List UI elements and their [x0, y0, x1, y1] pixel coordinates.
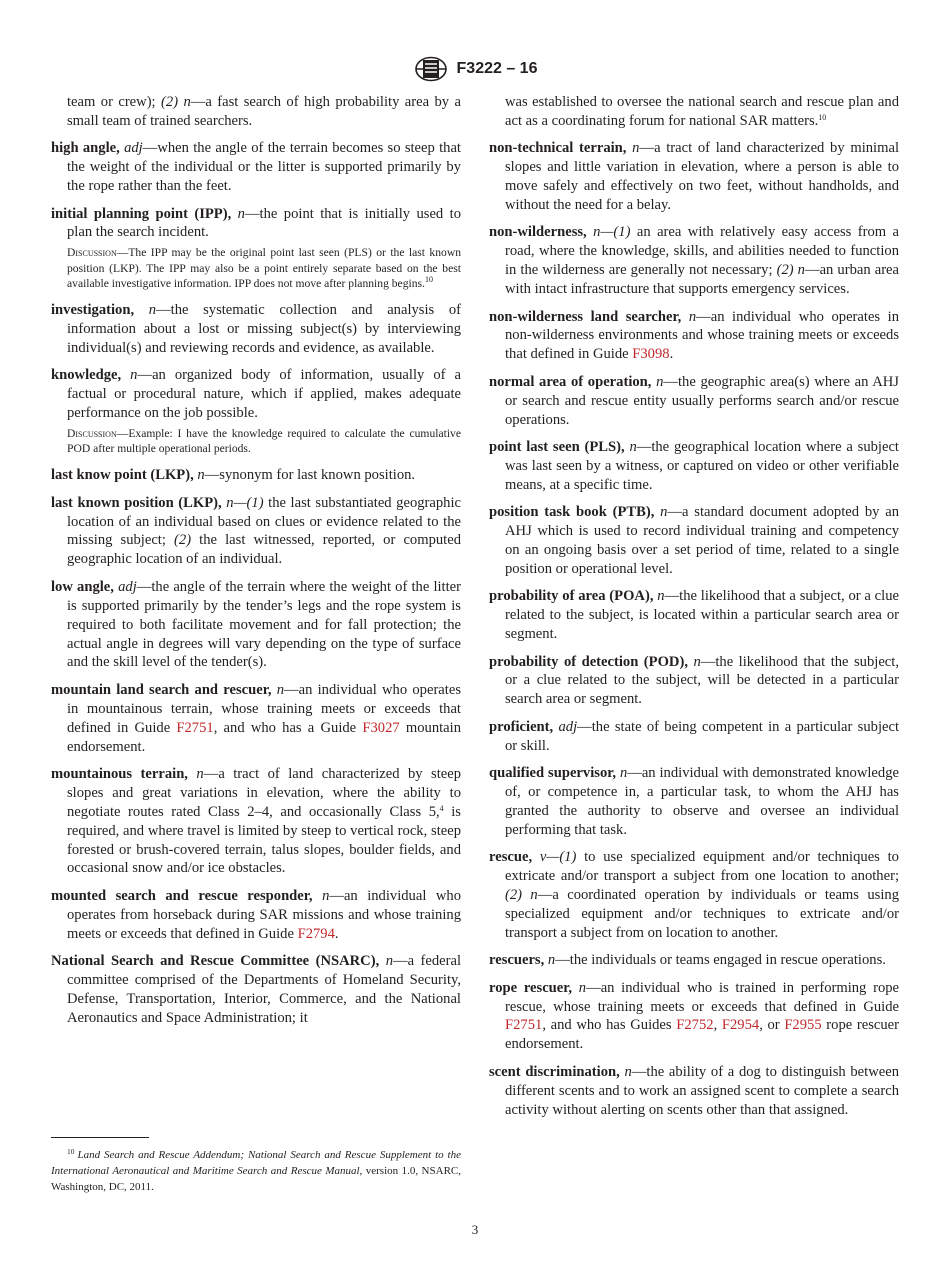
astm-logo-icon: [413, 56, 449, 82]
footnote-ref: 4: [439, 803, 444, 813]
definition-non-wilderness-land-searcher: non-wilderness land searcher, n—an individual who operates in non-wilderness environments and whose training meets or exceeds that defined in Guide F3098.: [489, 308, 900, 363]
reference-link[interactable]: F2954: [721, 1017, 760, 1034]
reference-link[interactable]: F2794: [297, 925, 335, 942]
definition-investigation: investigation, n—the systematic collection and analysis of information about a lost or missing subject(s) by interviewing individual(s) and reviewing records and evidence, as available.: [51, 302, 461, 357]
reference-link[interactable]: F2752: [676, 1017, 714, 1034]
definition-last-know-point: last know point (LKP), n—synonym for last known position.: [51, 467, 416, 484]
footnote-ref: 10: [818, 112, 827, 122]
definition-probability-of-area: probability of area (POA), n—the likelihood that a subject, or a clue related to the subject, is located within a particular search area or segment.: [489, 588, 899, 643]
definition-high-angle: high angle, adj—when the angle of the terrain becomes so steep that the weight of the individual or the litter is supported primarily by the rope rather than the feet.: [51, 140, 461, 195]
discussion-knowledge: Discussion—Example: I have the knowledge required to calculate the cumulative POD after multiple operational periods.: [67, 426, 461, 456]
reference-link[interactable]: F2955: [784, 1017, 822, 1034]
definition-probability-of-detection: probability of detection (POD), n—the likelihood that the subject, or a clue related to the subject, will be detected in a particular search area or segment.: [489, 653, 899, 708]
definition-ipp: initial planning point (IPP), n—the point that is initially used to plan the search incident.: [51, 205, 461, 241]
footnote-divider: [51, 1137, 149, 1138]
definition-position-task-book: position task book (PTB), n—a standard document adopted by an AHJ which is used to record individual training and competency on an ongoing basis over a set period of time, related to a single position or operational level.: [489, 504, 899, 577]
document-number: F3222 – 16: [456, 60, 538, 77]
reference-link[interactable]: F2751: [176, 719, 214, 736]
definition-knowledge: knowledge, n—an organized body of information, usually of a factual or procedural nature, which if applied, makes adequate performance on the job possible.: [51, 367, 461, 422]
definition-proficient: proficient, adj—the state of being competent in a particular subject or skill.: [489, 718, 900, 754]
definition-low-angle: low angle, adj—the angle of the terrain where the weight of the litter is supported primarily by the tender’s legs and the rope system is required to both facilitate movement and for fall protection; the actual angle in degrees will vary depending on the type of surface and the skill level of the tender(s).: [51, 578, 462, 671]
definition-nsarc-continued: was established to oversee the national search and rescue plan and act as a coordinating forum for national SAR matters.$^{10}$: [505, 94, 899, 129]
definition-last-known-position: last known position (LKP), n—(1) the last substantiated geographic location of an individual based on clues or evidence related to the missing subject; (2) the last witnessed, reported, or computed geographic location of an individual.: [51, 494, 462, 568]
reference-link[interactable]: F2751: [505, 1017, 543, 1034]
definition-intro-continued: team or crew); (2) n—a fast search of high probability area by a small team of trained searchers.: [67, 94, 461, 129]
reference-link[interactable]: F3098: [632, 346, 670, 363]
definition-nsarc: National Search and Rescue Committee (NSARC), n—a federal committee comprised of the Departments of Homeland Security, Defense, Transportation, Interior, Commerce, and the National Aeronautics and Space Administration; it: [51, 953, 461, 1026]
definition-rescuers: rescuers, n—the individuals or teams engaged in rescue operations.: [489, 952, 886, 969]
definition-normal-area-of-operation: normal area of operation, n—the geographic area(s) where an AHJ or search and rescue entity usually performs search and/or rescue operations.: [489, 373, 899, 428]
right-column: [489, 93, 899, 1128]
page-number: 3: [471, 1222, 479, 1237]
definition-mountainous-terrain: mountainous terrain, n—a tract of land characterized by steep slopes and great variations in elevation, where the ability to negotiate routes rated Class 2–4, and occasionally Class 5,$^4$ is required, and where travel is limited by steep to vertical rock, steep forested or brush-covered terrain, talus slopes, boulder fields, and occasional snow and/or ice obstacles.: [51, 765, 462, 877]
left-column: [51, 93, 461, 1036]
discussion-ipp: Discussion—The IPP may be the original point last seen (PLS) or the last known position (LKP). The IPP may also be a point entirely separate based on the best available investigative information. IPP does not move after planning begins.$^{10}$: [67, 245, 461, 291]
definition-non-wilderness: non-wilderness, n—(1) an area with relatively easy access from a road, where the knowledge, skills, and abilities needed to function in the wilderness are generally not necessary; (2) n—an urban area with intact infrastructure that supports emergency services.: [489, 224, 900, 298]
definition-rope-rescuer: rope rescuer, n—an individual who is trained in performing rope rescue, whose training meets or exceeds that defined in Guide F2751, and who has Guides F2752, F2954, or F2955 rope rescuer endorsement.: [489, 979, 900, 1053]
definition-mountain-land-search-rescuer: mountain land search and rescuer, n—an individual who operates in mountainous terrain, whose training meets or exceeds that defined in Guide F2751, and who has a Guide F3027 mountain endorsement.: [51, 681, 461, 755]
definition-mounted-sar-responder: mounted search and rescue responder, n—an individual who operates from horseback during SAR missions and whose training meets or exceeds that defined in Guide F2794.: [51, 887, 461, 942]
page-header: [0, 56, 950, 82]
definition-non-technical-terrain: non-technical terrain, n—a tract of land characterized by minimal slopes and little variation in elevation, where a person is able to move safely and effectively on two feet, without handholds, and without the need for a belay.: [489, 140, 899, 214]
definition-scent-discrimination: scent discrimination, n—the ability of a dog to distinguish between different scents and to work an assigned scent to complete a search activity without alerting on scents other than that assigned.: [489, 1063, 899, 1118]
footnote: $^{10}$ Land Search and Rescue Addendum; National Search and Rescue Supplement to the International Aeronautical and Maritime Search and Rescue Manual, version 1.0, NSARC, Washington, DC, 2011.: [51, 1147, 461, 1193]
definition-qualified-supervisor: qualified supervisor, n—an individual with demonstrated knowledge of, or competence in, a particular task, to whom the AHJ has granted the authority to observe and oversee an individual performing that task.: [489, 765, 899, 838]
definition-point-last-seen: point last seen (PLS), n—the geographical location where a subject was last seen by a witness, or captured on video or other verifiable means, at a specific time.: [489, 439, 899, 493]
definition-rescue: rescue, v—(1) to use specialized equipment and/or techniques to extricate and/or transport a subject from one location to another; (2) n—a coordinated operation by individuals or teams using specialized equipment and/or techniques to extricate and/or transport a subject from on location to another.: [489, 849, 899, 941]
reference-link[interactable]: F3027: [362, 719, 400, 736]
